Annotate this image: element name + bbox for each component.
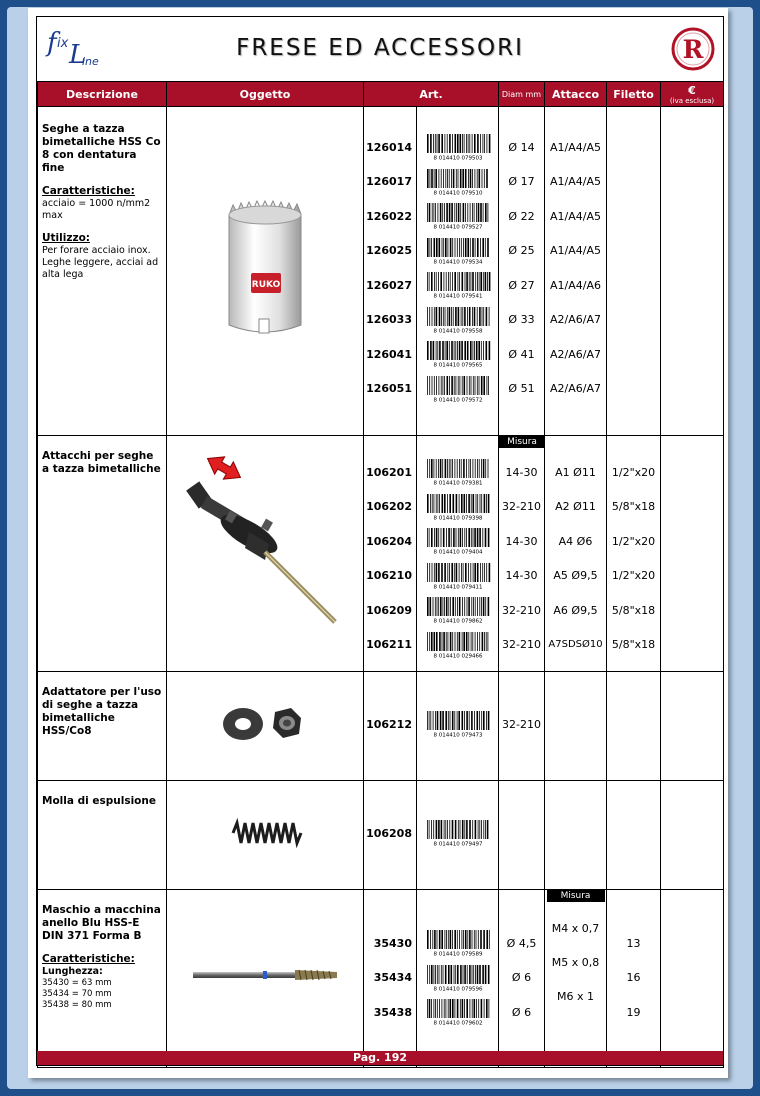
diameter: Ø 22 [508,209,535,223]
attacco: A2/A6/A7 [550,382,601,396]
diameter: Ø 4,5 [506,936,537,950]
svg-text:8 014410 079565: 8 014410 079565 [433,362,482,369]
section-3-arts [364,672,417,781]
svg-text:8 014410 079589: 8 014410 079589 [433,951,482,958]
size-range: 14-30 [505,569,538,583]
section-2-filetto [607,436,661,672]
section-5-attacco [545,890,607,1068]
art-number: 106201 [366,465,412,479]
section-5-diam [499,890,545,1068]
diameter: Ø 6 [511,1005,532,1019]
misura-label: Misura [547,890,605,902]
attacco: A7SDSØ10 [548,639,603,651]
section-5-description: Maschio a macchina anello Blu HSS-E DIN 371 Forma B Caratteristiche: Lunghezza: 35430 = 63 mm 35434 = 70 mm 35438 = 80 mm [38,890,167,1068]
diameter: Ø 27 [508,278,535,292]
attacco: A2/A6/A7 [550,347,601,361]
svg-text:8 014410 079527: 8 014410 079527 [433,224,482,231]
col-price: € (iva esclusa) [661,82,724,107]
filetto: 5/8"x18 [611,500,656,514]
barcode [417,707,498,742]
section-2-attacco [545,436,607,672]
art-number: 126022 [366,209,412,223]
diameter: Ø 14 [508,140,535,154]
svg-text:8 014410 079510: 8 014410 079510 [433,190,482,196]
barcode [417,926,498,961]
barcode [417,628,498,663]
art-number: 126033 [366,313,412,327]
art-number: 106208 [366,826,412,840]
art-number: 106210 [366,569,412,583]
section-4-arts [364,781,417,890]
section-3-price [661,672,724,781]
tap-image [167,890,364,1068]
svg-text:8 014410 079411: 8 014410 079411 [433,584,482,590]
svg-text:L: L [69,40,87,70]
svg-text:8 014410 079602: 8 014410 079602 [433,1020,482,1027]
svg-text:ix: ix [57,36,69,51]
r-logo [671,27,715,71]
misura-label: Misura [499,436,545,448]
svg-text:8 014410 079503: 8 014410 079503 [433,155,482,162]
diameter: Ø 51 [508,382,535,396]
filetto: 16 [626,971,641,985]
diameter: Ø 25 [508,244,535,258]
size-range: 14-30 [505,465,538,479]
svg-text:8 014410 079497: 8 014410 079497 [433,841,482,848]
barcode [417,455,498,490]
filetto: 1/2"x20 [611,534,656,548]
barcode [417,337,498,372]
art-number: 126051 [366,382,412,396]
attacco: A2/A6/A7 [550,313,601,327]
col-diam: Diam mm [499,82,545,107]
attacco: A1/A4/A5 [550,244,601,258]
svg-text:8 014410 079398: 8 014410 079398 [433,515,482,521]
section-1-diam [499,107,545,436]
barcode [417,524,498,559]
svg-text:ine: ine [82,55,99,68]
spring-image [167,781,364,890]
size-range: 14-30 [505,534,538,548]
art-number: 35430 [373,936,412,950]
attacco: A1/A4/A5 [550,175,601,189]
section-1-description: Seghe a tazza bimetalliche HSS Co 8 con dentatura fine Caratteristiche: acciaio = 1000 n/mm2 max Utilizzo: Per forare acciaio inox. Leghe leggere, acciai ad alta lega [38,107,167,436]
art-number: 126014 [366,140,412,154]
attacco: A2 Ø11 [555,500,596,514]
page-title: FRESE ED ACCESSORI [236,35,524,61]
col-attacco: Attacco [545,82,607,107]
barcode [417,559,498,594]
barcode [417,268,498,303]
col-oggetto: Oggetto [167,82,364,107]
svg-text:R: R [682,35,704,64]
svg-text:8 014410 079404: 8 014410 079404 [433,549,482,556]
section-3-filetto [607,672,661,781]
art-number: 106212 [366,717,412,731]
attacco: A1/A4/A5 [550,140,601,154]
size-range: 32-210 [502,638,541,652]
section-3-description: Adattatore per l'uso di seghe a tazza bimetalliche HSS/Co8 [38,672,167,781]
page-number: Pag. 192 [37,1051,723,1065]
art-number: 126041 [366,347,412,361]
filetto: 13 [626,936,641,950]
art-number: 35438 [373,1005,412,1019]
section-1-arts [364,107,417,436]
svg-text:8 014410 079572: 8 014410 079572 [433,397,482,403]
col-art: Art. [364,82,499,107]
section-5-arts [364,890,417,1068]
art-number: 35434 [373,971,412,985]
barcode [417,490,498,525]
attacco: A1/A4/A5 [550,209,601,223]
thread-size: M4 x 0,7 [551,922,600,935]
barcode [417,234,498,269]
barcode [417,165,498,200]
section-1-filetto [607,107,661,436]
arbor-image [167,436,364,672]
art-number: 126027 [366,278,412,292]
catalog-page [36,16,724,1066]
section-2-description: Attacchi per seghe a tazza bimetalliche [38,436,167,672]
barcode [417,303,498,338]
art-number: 106204 [366,534,412,548]
adapter-image [167,672,364,781]
filetto: 1/2"x20 [611,465,656,479]
col-descrizione: Descrizione [38,82,167,107]
art-number: 106209 [366,603,412,617]
svg-text:8 014410 079381: 8 014410 079381 [433,480,482,487]
section-3-barcodes [417,672,499,781]
barcode [417,816,498,851]
section-5-barcodes [417,890,499,1068]
size-range: 32-210 [502,500,541,514]
section-2-arts [364,436,417,672]
barcode [417,961,498,996]
section-1-price [661,107,724,436]
size-range: 32-210 [502,717,541,731]
section-1-barcodes [417,107,499,436]
section-5-price [661,890,724,1068]
svg-text:8 014410 029466: 8 014410 029466 [433,653,482,659]
attacco: A4 Ø6 [558,534,593,548]
svg-text:8 014410 079473: 8 014410 079473 [433,732,482,739]
barcode [417,199,498,234]
art-number: 126025 [366,244,412,258]
section-3-diam [499,672,545,781]
section-4-price [661,781,724,890]
art-number: 106211 [366,638,412,652]
barcode [417,995,498,1030]
section-4-attacco [545,781,607,890]
svg-text:8 014410 079534: 8 014410 079534 [433,259,482,265]
art-number: 126017 [366,175,412,189]
diameter: Ø 33 [508,313,535,327]
art-number: 106202 [366,500,412,514]
section-4-description: Molla di espulsione [38,781,167,890]
size-range: 32-210 [502,603,541,617]
section-2-price [661,436,724,672]
product-table [37,81,724,1068]
section-5-filetto [607,890,661,1068]
filetto: 5/8"x18 [611,603,656,617]
svg-text:8 014410 079596: 8 014410 079596 [433,986,482,992]
thread-size: M6 x 1 [557,990,594,1003]
section-2-barcodes [417,436,499,672]
section-2-diam [499,436,545,672]
section-4-filetto [607,781,661,890]
diameter: Ø 6 [511,971,532,985]
svg-text:8 014410 079862: 8 014410 079862 [433,618,482,625]
diameter: Ø 41 [508,347,535,361]
section-1-attacco [545,107,607,436]
filetto: 5/8"x18 [611,638,656,652]
svg-text:8 014410 079558: 8 014410 079558 [433,328,482,334]
section-4-barcodes [417,781,499,890]
col-filetto: Filetto [607,82,661,107]
svg-text:f: f [47,28,57,58]
barcode [417,593,498,628]
barcode [417,372,498,407]
attacco: A6 Ø9,5 [553,603,598,617]
hole-saw-image [167,107,364,436]
section-3-attacco [545,672,607,781]
attacco: A1/A4/A6 [550,278,601,292]
attacco: A5 Ø9,5 [553,569,598,583]
thread-size: M5 x 0,8 [551,956,600,969]
filetto: 1/2"x20 [611,569,656,583]
diameter: Ø 17 [508,175,535,189]
attacco: A1 Ø11 [555,465,596,479]
barcode [417,130,498,165]
svg-text:8 014410 079541: 8 014410 079541 [433,293,482,300]
section-4-diam [499,781,545,890]
svg-text:RUKO: RUKO [251,280,281,290]
filetto: 19 [626,1005,641,1019]
